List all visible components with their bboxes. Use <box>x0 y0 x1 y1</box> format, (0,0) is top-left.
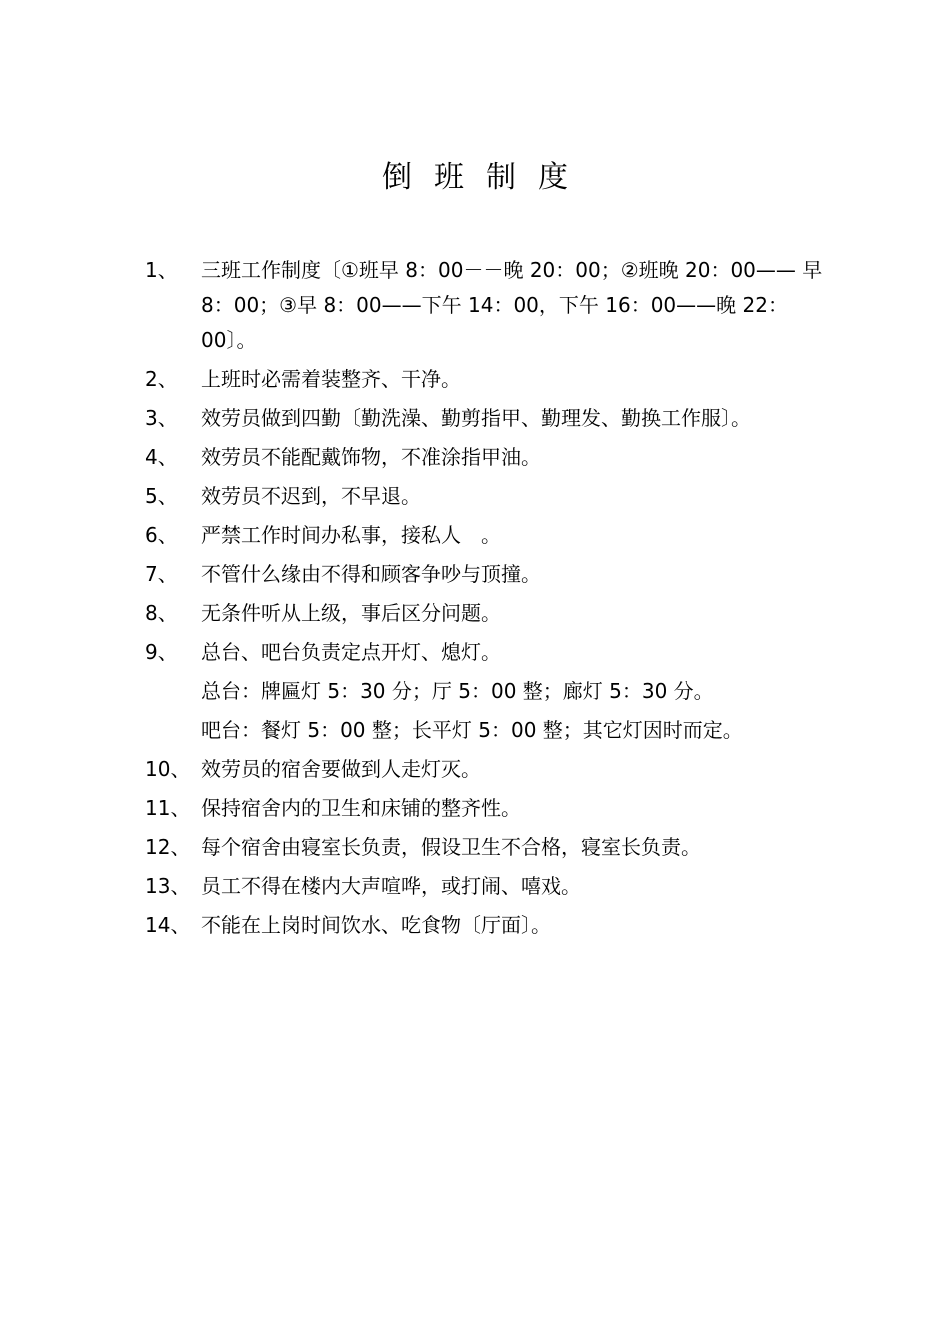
rule-text: 严禁工作时间办私事，接私人 。 <box>201 523 501 547</box>
rule-item <box>145 635 825 748</box>
rule-item <box>145 830 825 865</box>
rule-body <box>201 830 825 865</box>
rule-text: 不管什么缘由不得和顾客争吵与顶撞。 <box>201 562 541 586</box>
rule-item <box>145 752 825 787</box>
rule-item <box>145 401 825 436</box>
rule-body <box>201 479 825 514</box>
rule-text: 无条件听从上级，事后区分问题。 <box>201 601 501 625</box>
rule-body <box>201 518 825 553</box>
rule-number: 13、 <box>145 874 191 898</box>
rule-number: 3、 <box>145 406 178 430</box>
rule-number: 8、 <box>145 601 178 625</box>
rule-number: 1、 <box>145 258 178 282</box>
rule-number: 5、 <box>145 484 178 508</box>
rule-text: 每个宿舍由寝室长负责，假设卫生不合格，寝室长负责。 <box>201 835 701 859</box>
rule-number: 9、 <box>145 640 178 664</box>
rule-item <box>145 362 825 397</box>
rule-item <box>145 869 825 904</box>
rule-text: 总台、吧台负责定点开灯、熄灯。 <box>201 640 501 664</box>
rule-body <box>201 253 825 358</box>
rule-item <box>145 596 825 631</box>
rule-text: 效劳员不迟到，不早退。 <box>201 484 421 508</box>
rule-item <box>145 908 825 943</box>
rule-body <box>201 908 825 943</box>
rule-item <box>145 557 825 592</box>
rule-body <box>201 791 825 826</box>
rule-body <box>201 752 825 787</box>
rule-body <box>201 596 825 631</box>
rule-text: 上班时必需着装整齐、干净。 <box>201 367 461 391</box>
rule-sub-line-bar: 吧台：餐灯 5：00 整；长平灯 5：00 整；其它灯因时而定。 <box>201 718 743 742</box>
rule-text: 效劳员的宿舍要做到人走灯灭。 <box>201 757 481 781</box>
rule-text: 员工不得在楼内大声喧哗，或打闹、嘻戏。 <box>201 874 581 898</box>
rule-item <box>145 518 825 553</box>
rule-body <box>201 557 825 592</box>
rule-body <box>201 635 825 748</box>
rule-item <box>145 791 825 826</box>
rules-list <box>145 253 825 947</box>
rule-item <box>145 479 825 514</box>
rule-body <box>201 401 825 436</box>
rule-text: 三班工作制度〔①班早 8：00－－晚 20：00；②班晚 20：00—— 早 8：00；③早 8：00——下午 14：00，下午 16：00——晚 22： 00〕。 <box>201 258 823 352</box>
rule-body <box>201 362 825 397</box>
rule-text: 保持宿舍内的卫生和床铺的整齐性。 <box>201 796 521 820</box>
rule-item <box>145 253 825 358</box>
rule-number: 6、 <box>145 523 178 547</box>
rule-number: 10、 <box>145 757 191 781</box>
rule-body <box>201 869 825 904</box>
rule-number: 14、 <box>145 913 191 937</box>
rule-body <box>201 440 825 475</box>
rule-number: 4、 <box>145 445 178 469</box>
rule-number: 2、 <box>145 367 178 391</box>
rule-text: 效劳员不能配戴饰物，不准涂指甲油。 <box>201 445 541 469</box>
rule-number: 12、 <box>145 835 191 859</box>
rule-number: 11、 <box>145 796 191 820</box>
rule-text: 不能在上岗时间饮水、吃食物〔厅面〕。 <box>201 913 551 937</box>
rule-item <box>145 440 825 475</box>
document-title: 倒班制度 <box>382 160 590 195</box>
rule-text: 效劳员做到四勤〔勤洗澡、勤剪指甲、勤理发、勤换工作服〕。 <box>201 406 751 430</box>
rule-number: 7、 <box>145 562 178 586</box>
rule-sub-line-front-desk: 总台：牌匾灯 5：30 分；厅 5：00 整；廊灯 5：30 分。 <box>201 679 714 703</box>
